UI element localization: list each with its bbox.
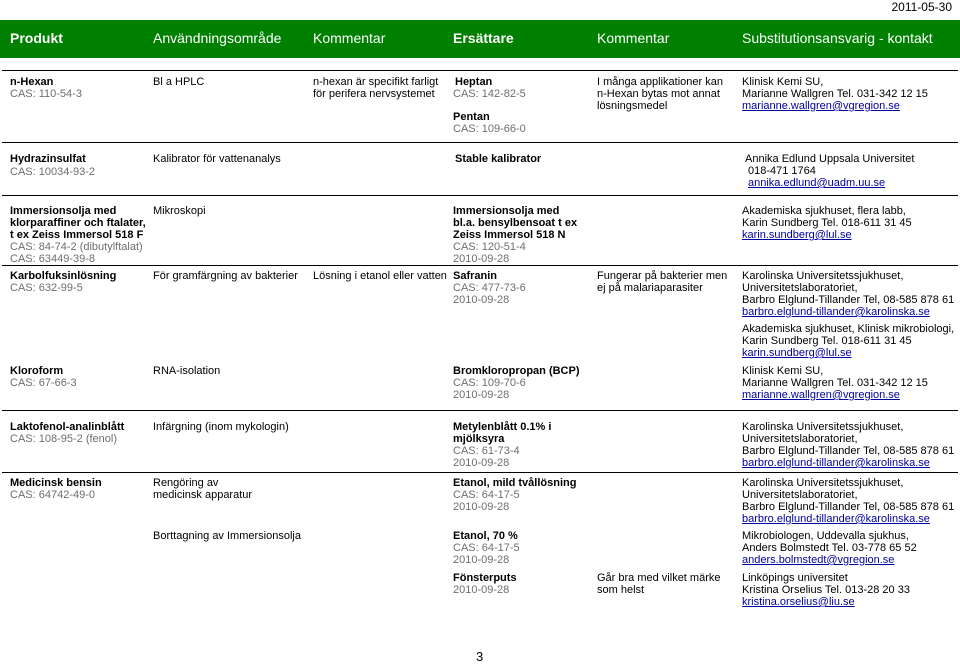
replacement-cas: CAS: 64-17-5 <box>453 489 520 501</box>
product-name: Karbolfuksinlösning <box>10 270 117 282</box>
contact-email-link[interactable]: karin.sundberg@lul.se <box>742 347 852 359</box>
replacement-date: 2010-09-28 <box>453 501 510 513</box>
contact-line: Akademiska sjukhuset, Klinisk mikrobiologi, <box>742 323 955 335</box>
use-text: Bl a HPLC <box>153 76 205 88</box>
contact-block <box>742 76 957 112</box>
contact-line: Universitetslaboratoriet, <box>742 282 858 294</box>
contact-line: Kristina Orselius Tel. 013-28 20 33 <box>742 584 910 596</box>
replacement-cas: CAS: 61-73-4 <box>453 445 520 457</box>
replacement-meta <box>453 445 588 469</box>
comment2-text: Fungerar på bakterier men ej på malariaparasiter <box>597 270 728 294</box>
header-kommentar: Kommentar <box>313 30 386 46</box>
contact-email-link[interactable]: marianne.wallgren@vgregion.se <box>742 100 900 112</box>
replacement-cas: CAS: 109-70-6 <box>453 377 526 389</box>
row-divider <box>2 70 958 71</box>
contact-email-link[interactable]: anders.bolmstedt@vgregion.se <box>742 554 895 566</box>
contact-email-link[interactable]: barbro.elglund-tillander@karolinska.se <box>742 457 930 469</box>
replacement-name: Safranin <box>453 270 498 282</box>
use-text: RNA-isolation <box>153 365 221 377</box>
comment2-text: Går bra med vilket märke som helst <box>597 572 721 596</box>
replacement-cas: CAS: 120-51-4 <box>453 241 526 253</box>
contact-block <box>745 153 957 189</box>
product-cas-list <box>10 241 150 265</box>
contact-block-2 <box>742 323 957 359</box>
contact-line: Karin Sundberg Tel. 018-611 31 45 <box>742 335 912 347</box>
replacement-cas: CAS: 142-82-5 <box>453 88 526 100</box>
page-number: 3 <box>476 649 484 664</box>
contact-block <box>742 205 957 241</box>
comment-text: Lösning i etanol eller vatten <box>313 270 447 282</box>
row-divider <box>2 195 958 196</box>
replacement-name: Immersionsolja med bl.a. bensylbensoat t ex Zeiss Immersol 518 N <box>453 205 578 241</box>
contact-line: Karolinska Universitetssjukhuset, <box>742 270 904 282</box>
replacement-date: 2010-09-28 <box>453 554 510 566</box>
replacement-date: 2010-09-28 <box>453 457 510 469</box>
contact-email-link[interactable]: karin.sundberg@lul.se <box>742 229 852 241</box>
use-text: För gramfärgning av bakterier <box>153 270 298 282</box>
replacement-name: Etanol, mild tvållösning <box>453 477 577 489</box>
contact-line: Universitetslaboratoriet, <box>742 433 858 445</box>
contact-line: Karin Sundberg Tel. 018-611 31 45 <box>742 217 912 229</box>
contact-line: Annika Edlund Uppsala Universitet <box>745 153 915 165</box>
replacement-meta <box>453 489 588 513</box>
product-cas: CAS: 110-54-3 <box>10 88 82 100</box>
product-name: Immersionsolja med klorparaffiner och ftalater, t ex Zeiss Immersol 518 F <box>10 205 146 241</box>
header-kommentar-2: Kommentar <box>597 30 670 46</box>
row-divider <box>2 410 958 411</box>
replacement-name: Etanol, 70 % <box>453 530 518 542</box>
product-name: Medicinsk bensin <box>10 477 102 489</box>
product-cas: CAS: 84-74-2 (dibutylftalat) <box>10 241 143 253</box>
contact-email-link[interactable]: annika.edlund@uadm.uu.se <box>748 177 886 189</box>
use-text: Rengöring av medicinsk apparatur <box>153 477 253 501</box>
contact-block <box>742 421 957 469</box>
product-name: Hydrazinsulfat <box>10 153 86 165</box>
contact-line: Mikrobiologen, Uddevalla sjukhus, <box>742 530 909 542</box>
product-cas: CAS: 108-95-2 (fenol) <box>10 433 117 445</box>
use-text: Borttagning av Immersionsolja <box>153 530 301 542</box>
comment-text: n-hexan är specifikt farligt för perifera nervsystemet <box>313 76 439 100</box>
contact-line: Barbro Elglund-Tillander Tel, 08-585 878 61 <box>742 445 955 457</box>
contact-line: Karolinska Universitetssjukhuset, <box>742 477 904 489</box>
replacement-meta <box>453 282 588 306</box>
contact-line: 018-471 1764 <box>748 165 816 177</box>
product-name: Kloroform <box>10 365 64 377</box>
replacement-date: 2010-09-28 <box>453 253 510 265</box>
product-cas: CAS: 64742-49-0 <box>10 489 95 501</box>
contact-line: Karolinska Universitetssjukhuset, <box>742 421 904 433</box>
contact-line: Klinisk Kemi SU, <box>742 76 824 88</box>
product-cas: CAS: 10034-93-2 <box>10 166 95 178</box>
header-kontakt: Substitutionsansvarig - kontakt <box>742 30 933 46</box>
contact-email-link[interactable]: marianne.wallgren@vgregion.se <box>742 389 900 401</box>
replacement-name: Heptan <box>455 76 493 88</box>
table-header <box>0 20 960 58</box>
contact-block-3 <box>742 572 957 608</box>
contact-line: Barbro Elglund-Tillander Tel, 08-585 878 61 <box>742 294 955 306</box>
replacement-name: Pentan <box>453 111 490 123</box>
page-date: 2011-05-30 <box>891 0 952 14</box>
replacement-cas: CAS: 477-73-6 <box>453 282 526 294</box>
use-text: Mikroskopi <box>153 205 206 217</box>
contact-block <box>742 270 957 318</box>
product-cas: CAS: 632-99-5 <box>10 282 83 294</box>
row-divider <box>2 472 958 473</box>
row-divider <box>2 142 958 143</box>
contact-line: Marianne Wallgren Tel. 031-342 12 15 <box>742 88 928 100</box>
replacement-meta <box>453 241 588 265</box>
replacement-date: 2010-09-28 <box>453 389 510 401</box>
product-cas: CAS: 63449-39-8 <box>10 253 95 265</box>
replacement-date: 2010-09-28 <box>453 294 510 306</box>
replacement-meta <box>453 542 588 566</box>
contact-block <box>742 477 957 525</box>
contact-line: Linköpings universitet <box>742 572 848 584</box>
contact-email-link[interactable]: kristina.orselius@liu.se <box>742 596 855 608</box>
use-text: Infärgning (inom mykologin) <box>153 421 289 433</box>
contact-email-link[interactable]: barbro.elglund-tillander@karolinska.se <box>742 513 930 525</box>
contact-block-2 <box>742 530 957 566</box>
header-ersattare: Ersättare <box>453 30 514 46</box>
replacement-name: Fönsterputs <box>453 572 517 584</box>
use-text: Kalibrator för vattenanalys <box>153 153 281 165</box>
contact-line: Marianne Wallgren Tel. 031-342 12 15 <box>742 377 928 389</box>
replacement-name: Metylenblått 0.1% i mjölksyra <box>453 421 552 445</box>
row-divider <box>2 265 958 266</box>
replacement-cas: CAS: 64-17-5 <box>453 542 520 554</box>
contact-block <box>742 365 957 401</box>
product-name: Laktofenol-analinblått <box>10 421 125 433</box>
header-anvandningsomrade: Användningsområde <box>153 30 282 46</box>
contact-line: Anders Bolmstedt Tel. 03-778 65 52 <box>742 542 917 554</box>
replacement-name: Bromkloropropan (BCP) <box>453 365 580 377</box>
contact-email-link[interactable]: barbro.elglund-tillander@karolinska.se <box>742 306 930 318</box>
contact-line: Universitetslaboratoriet, <box>742 489 858 501</box>
product-cas: CAS: 67-66-3 <box>10 377 77 389</box>
product-name: n-Hexan <box>10 76 54 88</box>
replacement-cas: CAS: 109-66-0 <box>453 123 526 135</box>
contact-line: Akademiska sjukhuset, flera labb, <box>742 205 906 217</box>
replacement-date: 2010-09-28 <box>453 584 510 596</box>
replacement-name: Stable kalibrator <box>455 153 542 165</box>
replacement-meta <box>453 377 588 401</box>
contact-line: Klinisk Kemi SU, <box>742 365 824 377</box>
contact-line: Barbro Elglund-Tillander Tel, 08-585 878 61 <box>742 501 955 513</box>
header-produkt: Produkt <box>10 30 63 46</box>
comment2-text: I många applikationer kan n-Hexan bytas mot annat lösningsmedel <box>597 76 723 112</box>
